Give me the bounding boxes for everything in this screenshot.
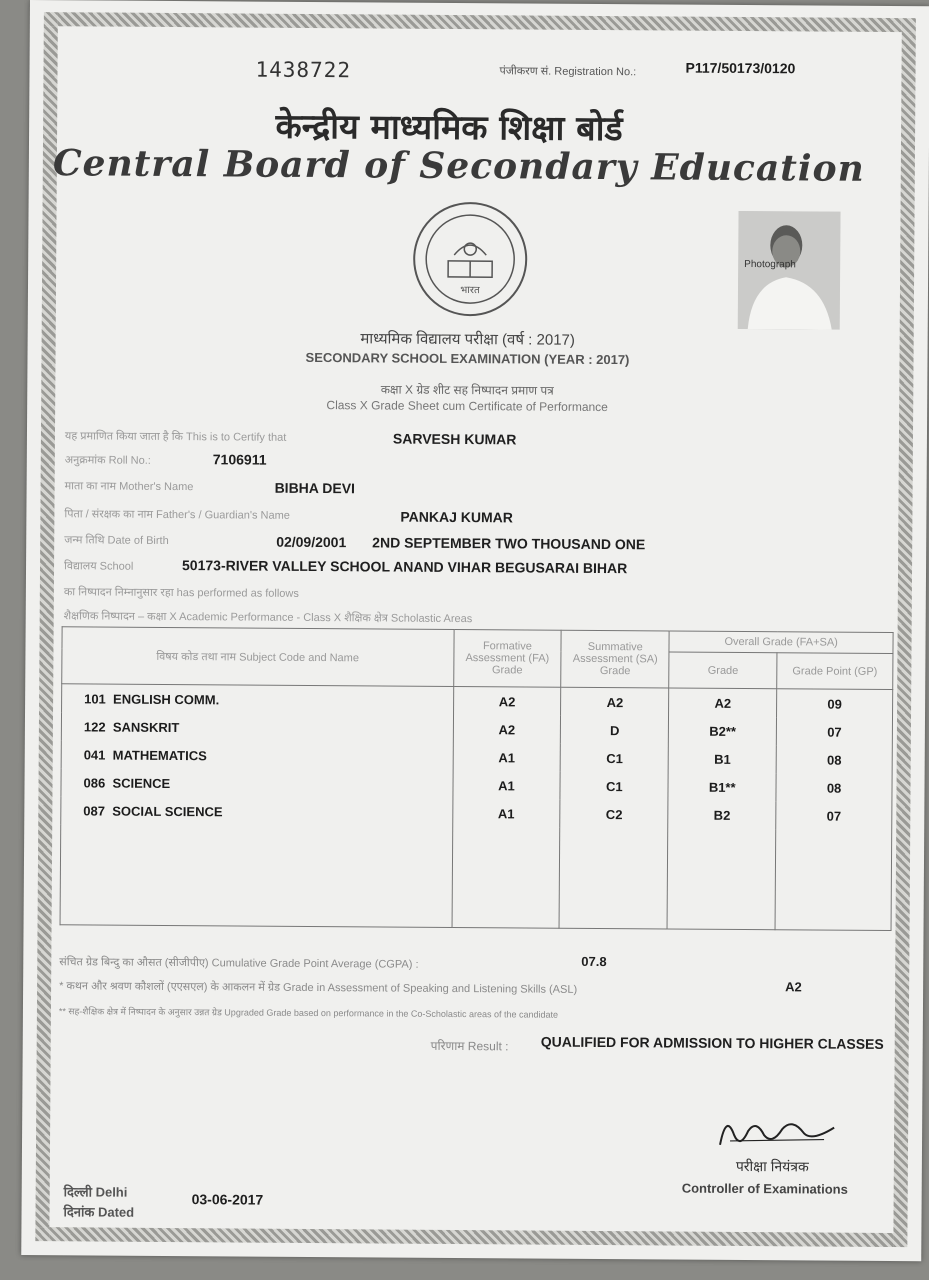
certificate-sheet	[21, 0, 929, 1261]
dob-label: जन्म तिथि Date of Birth	[64, 534, 169, 547]
subject-cell: 086 SCIENCE	[61, 768, 453, 799]
fa-cell: A1	[452, 771, 560, 800]
controller-hindi: परीक्षा नियंत्रक	[735, 1157, 809, 1175]
exam-title-hindi: माध्यमिक विद्यालय परीक्षा (वर्ष : 2017)	[360, 330, 575, 349]
sa-cell: A2	[561, 687, 669, 716]
fa-cell: A1	[452, 799, 560, 828]
gp-cell: 07	[776, 801, 892, 830]
controller-english: Controller of Examinations	[681, 1180, 848, 1197]
roll-number: 7106911	[212, 451, 267, 468]
dob-value: 02/09/2001	[276, 533, 347, 551]
father-name: PANKAJ KUMAR	[400, 508, 513, 526]
result-value: QUALIFIED FOR ADMISSION TO HIGHER CLASSES	[540, 1033, 884, 1052]
gp-cell: 09	[777, 689, 893, 718]
subject-cell: 041 MATHEMATICS	[61, 740, 453, 771]
serial-number: 1438722	[255, 57, 352, 83]
grades-table	[60, 626, 894, 931]
result-label: परिणाम Result :	[430, 1038, 509, 1054]
grade-cell: B1	[668, 744, 776, 773]
grade-cell: B1**	[668, 772, 776, 801]
sheet-title-hindi: कक्षा X ग्रेड शीट सह निष्पादन प्रमाण पत्र	[380, 382, 554, 398]
roll-label: अनुक्रमांक Roll No.:	[64, 454, 151, 467]
gp-cell: 08	[776, 745, 892, 774]
board-name-hindi: केन्द्रीय माध्यमिक शिक्षा बोर्ड	[275, 106, 623, 150]
exam-title-english: SECONDARY SCHOOL EXAMINATION (YEAR : 2017)	[305, 349, 630, 368]
school-label: विद्यालय School	[64, 560, 134, 573]
fa-cell: A2	[453, 715, 561, 744]
school-name: 50173-RIVER VALLEY SCHOOL ANAND VIHAR BEGUSARAI BIHAR	[182, 557, 628, 577]
sa-cell: D	[561, 716, 669, 745]
sheet-title-english: Class X Grade Sheet cum Certificate of Performance	[326, 398, 608, 415]
cbse-seal-icon	[410, 199, 531, 320]
header-overall: Overall Grade (FA+SA)	[669, 631, 893, 654]
place-label: दिल्ली Delhi	[63, 1184, 128, 1200]
issue-date: 03-06-2017	[191, 1191, 264, 1208]
asl-label: * कथन और श्रवण कौशलों (एएसएल) के आकलन में ग्रेड Grade in Assessment of Speaking and Listening Skills (ASL)	[59, 980, 578, 996]
header-gp: Grade Point (GP)	[777, 653, 893, 690]
asl-grade: A2	[785, 979, 802, 995]
header-subject: विषय कोड तथा नाम Subject Code and Name	[62, 627, 454, 687]
table-filler-row	[60, 824, 892, 930]
certify-label: यह प्रमाणित किया जाता है कि This is to Certify that	[64, 430, 287, 444]
grade-cell: A2	[669, 688, 777, 717]
cgpa-label: संचित ग्रेड बिन्दु का औसत (सीजीपीए) Cumulative Grade Point Average (CGPA) :	[59, 956, 419, 971]
fa-cell: A2	[453, 686, 561, 715]
sa-cell: C1	[561, 744, 669, 773]
sa-cell: C1	[560, 772, 668, 801]
table-header-row	[62, 627, 893, 654]
fa-cell: A1	[453, 743, 561, 772]
dob-words: 2ND SEPTEMBER TWO THOUSAND ONE	[372, 534, 646, 553]
photo-label: Photograph	[744, 258, 796, 271]
subject-cell: 122 SANSKRIT	[61, 712, 453, 743]
mother-label: माता का नाम Mother's Name	[64, 480, 194, 494]
gp-cell: 07	[776, 717, 892, 746]
subject-cell: 087 SOCIAL SCIENCE	[61, 796, 453, 827]
seal-text: भारत	[460, 285, 480, 297]
candidate-photo	[738, 211, 841, 330]
signature-icon	[712, 1105, 842, 1156]
dated-label: दिनांक Dated	[63, 1204, 135, 1220]
gp-cell: 08	[776, 773, 892, 802]
father-label: पिता / संरक्षक का नाम Father's / Guardian's Name	[64, 508, 290, 522]
performed-label: का निष्पादन निम्नानुसार रहा has performed as follows	[63, 586, 299, 600]
academic-label: शैक्षणिक निष्पादन – कक्षा X Academic Performance - Class X शैक्षिक क्षेत्र Scholastic Areas	[63, 610, 473, 626]
mother-name: BIBHA DEVI	[274, 479, 356, 497]
grade-cell: B2**	[669, 716, 777, 745]
sa-cell: C2	[560, 800, 668, 829]
registration-number: P117/50173/0120	[685, 59, 796, 77]
header-fa: Formative Assessment (FA) Grade	[453, 629, 561, 687]
registration-label: पंजीकरण सं. Registration No.:	[499, 65, 637, 79]
header-grade: Grade	[669, 652, 777, 689]
header-sa: Summative Assessment (SA) Grade	[561, 630, 669, 688]
subject-cell: 101 ENGLISH COMM.	[62, 684, 454, 715]
board-name-english: Central Board of Secondary Education	[52, 142, 865, 190]
upgraded-note: ** सह-शैक्षिक क्षेत्र में निष्पादन के अनुसार उन्नत ग्रेड Upgraded Grade based on performance in the Co-Scholastic areas of the candidate	[58, 1006, 559, 1020]
grade-cell: B2	[668, 800, 776, 829]
cgpa-value: 07.8	[581, 953, 607, 970]
candidate-name: SARVESH KUMAR	[392, 430, 517, 448]
